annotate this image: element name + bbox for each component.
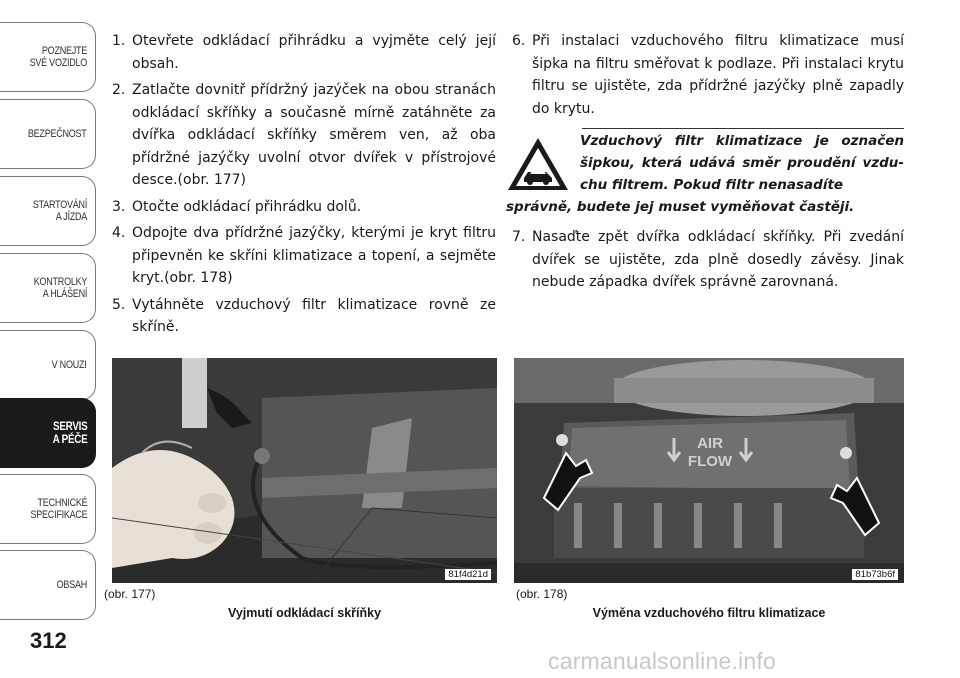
step-7: 7. Nasaďte zpět dvířka odkládací skříňky. Při zvedání dvířek se ujistěte, zda plně dosedly závěsy. Jinak nebude západka dvířek správně zarovnaná. bbox=[512, 229, 904, 290]
warning-triangle-icon bbox=[506, 134, 570, 194]
step-3: 3. Otočte odkládací přihrádku dolů. bbox=[112, 198, 362, 215]
tab-label: BEZPEČNOST bbox=[28, 128, 87, 140]
step-1: 1. Otevřete odkládací přihrádku a vyjměte celý její obsah. bbox=[112, 33, 496, 72]
tab-v-nouzi[interactable] bbox=[0, 330, 96, 400]
figure-177-photo bbox=[112, 358, 497, 583]
figure-177-caption: Vyjmutí odkládací skříňky bbox=[227, 606, 382, 620]
figure-178-ref: (obr. 178) bbox=[516, 587, 568, 601]
tab-startovani[interactable] bbox=[0, 176, 96, 246]
tab-poznejte[interactable] bbox=[0, 22, 96, 92]
figure-178-photo bbox=[514, 358, 904, 583]
step-6: 6. Při instalaci vzduchového filtru klimatizace musí šipka na filtru směřovat k podlaze. Při instalaci krytu filtru se ujistěte, zda přídržné jazýčky plně zapadly do krytu. bbox=[512, 33, 904, 117]
figure-code: 81f4d21d bbox=[445, 569, 491, 580]
step-4: 4. Odpojte dva přídržné jazýčky, kterými je kryt filtru připevněn ke skříni klimatizace a topení, a sejměte kryt.(obr. 178) bbox=[112, 225, 496, 286]
tab-label: POZNEJTE SVÉ VOZIDLO bbox=[29, 45, 87, 69]
tab-kontrolky[interactable] bbox=[0, 253, 96, 323]
tab-servis-active[interactable] bbox=[0, 398, 96, 468]
air-filter-illustration bbox=[514, 358, 904, 583]
warning-text: Vzduchový filtr klimatizace je označen šipkou, která udává směr proudění vzdu- chu filtrem. Pokud filtr nenasadíte správně, budete jej muset vyměňovat častěji. bbox=[506, 133, 904, 215]
tab-label: SERVIS A PÉČE bbox=[52, 419, 87, 446]
tab-label: V NOUZI bbox=[52, 359, 87, 371]
figure-code: 81b73b6f bbox=[852, 569, 898, 580]
tab-obsah[interactable] bbox=[0, 550, 96, 620]
right-column bbox=[506, 30, 904, 298]
watermark: carmanualsonline.info bbox=[548, 648, 776, 674]
page-number: 312 bbox=[30, 628, 67, 653]
tab-technicke[interactable] bbox=[0, 474, 96, 544]
glovebox-removal-illustration bbox=[112, 358, 497, 583]
figure-178-caption: Výměna vzduchového filtru klimatizace bbox=[592, 606, 826, 620]
tab-label: OBSAH bbox=[56, 579, 87, 591]
flow-label: FLOW bbox=[687, 453, 733, 470]
tab-label: TECHNICKÉ SPECIFIKACE bbox=[30, 497, 87, 521]
warning-rule bbox=[582, 128, 904, 129]
tab-bezpecnost[interactable] bbox=[0, 99, 96, 169]
step-2: 2. Zatlačte dovnitř přídržný jazýček na obou stranách odkládací skříňky a současně mírně zatáhněte za dvířka odkládací skříňky směrem ven, až oba přídržné jazýčky uvolní otvor dvířek v přístrojové desce.(obr. 177) bbox=[112, 82, 496, 188]
figure-177-ref: (obr. 177) bbox=[104, 587, 156, 601]
warning-box bbox=[506, 130, 904, 218]
tab-label: STARTOVÁNÍ A JÍZDA bbox=[32, 199, 87, 223]
tab-label: KONTROLKY A HLÁŠENÍ bbox=[33, 276, 87, 300]
left-column bbox=[112, 30, 496, 343]
air-label: AIR bbox=[697, 435, 723, 452]
step-5: 5. Vytáhněte vzduchový filtr klimatizace rovně ze skříně. bbox=[112, 296, 496, 335]
